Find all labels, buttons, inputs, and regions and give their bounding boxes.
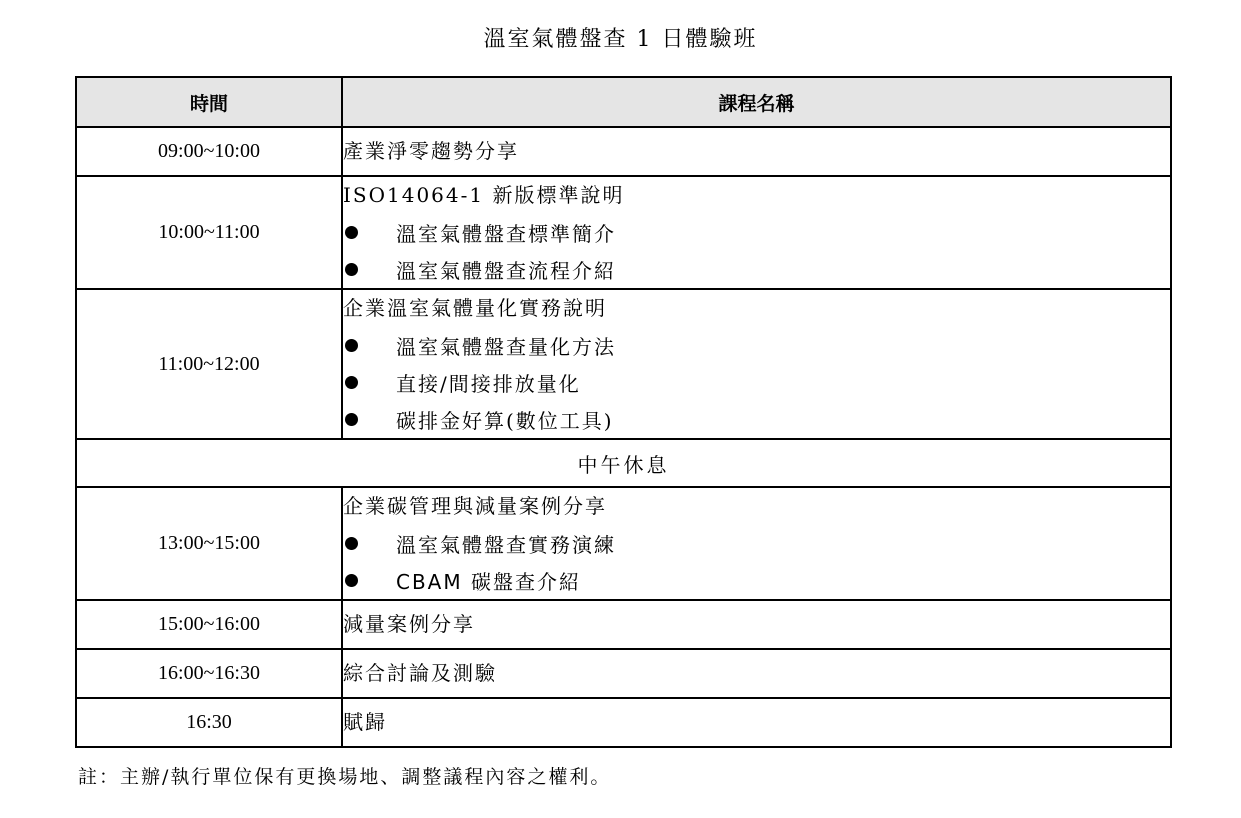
bullet-icon bbox=[345, 226, 358, 239]
course-cell bbox=[342, 176, 1171, 289]
course-cell bbox=[342, 698, 1171, 747]
table-row bbox=[76, 127, 1171, 176]
time-cell: 09:00~10:00 bbox=[76, 127, 342, 176]
time-cell: 16:30 bbox=[76, 698, 342, 747]
document-title: 溫室氣體盤查 1 日體驗班 bbox=[483, 27, 758, 52]
course-cell bbox=[342, 487, 1171, 600]
time-cell: 13:00~15:00 bbox=[76, 487, 342, 600]
lunch-break-cell: 中午休息 bbox=[76, 439, 1171, 487]
bullet-icon bbox=[345, 574, 358, 587]
list-item-text: 溫室氣體盤查流程介紹 bbox=[396, 259, 616, 283]
table-row bbox=[76, 600, 1171, 649]
course-heading: ISO14064-1 新版標準說明 bbox=[343, 183, 625, 207]
list-item-text: 直接/間接排放量化 bbox=[396, 372, 581, 396]
footnote: 註：主辦/執行單位保有更換場地、調整議程內容之權利。 bbox=[78, 766, 612, 788]
list-item bbox=[343, 214, 1170, 251]
lunch-break-row bbox=[76, 439, 1171, 487]
course-heading: 減量案例分享 bbox=[343, 612, 475, 636]
course-heading: 賦歸 bbox=[343, 710, 387, 734]
list-item bbox=[343, 525, 1170, 562]
list-item bbox=[343, 401, 1170, 438]
header-course: 課程名稱 bbox=[342, 77, 1171, 127]
table-row bbox=[76, 487, 1171, 600]
list-item bbox=[343, 251, 1170, 288]
time-cell: 15:00~16:00 bbox=[76, 600, 342, 649]
list-item-text: 溫室氣體盤查量化方法 bbox=[396, 335, 616, 359]
table-header-row bbox=[76, 77, 1171, 127]
table-row bbox=[76, 176, 1171, 289]
course-heading: 企業碳管理與減量案例分享 bbox=[343, 494, 607, 518]
bullet-icon bbox=[345, 263, 358, 276]
table-row bbox=[76, 649, 1171, 698]
course-cell bbox=[342, 600, 1171, 649]
table-row bbox=[76, 289, 1171, 439]
table-row bbox=[76, 698, 1171, 747]
time-cell: 11:00~12:00 bbox=[76, 289, 342, 439]
course-heading: 企業溫室氣體量化實務說明 bbox=[343, 296, 607, 320]
bullet-icon bbox=[345, 413, 358, 426]
bullet-icon bbox=[345, 376, 358, 389]
course-heading: 綜合討論及測驗 bbox=[343, 661, 497, 685]
header-time: 時間 bbox=[76, 77, 342, 127]
list-item-text: 溫室氣體盤查標準簡介 bbox=[396, 222, 616, 246]
course-cell bbox=[342, 289, 1171, 439]
schedule-table bbox=[75, 76, 1172, 748]
time-cell: 16:00~16:30 bbox=[76, 649, 342, 698]
time-cell: 10:00~11:00 bbox=[76, 176, 342, 289]
course-cell bbox=[342, 649, 1171, 698]
list-item-text: CBAM 碳盤查介紹 bbox=[396, 570, 581, 594]
bullet-icon bbox=[345, 339, 358, 352]
list-item-text: 碳排金好算(數位工具) bbox=[396, 409, 614, 433]
list-item-text: 溫室氣體盤查實務演練 bbox=[396, 533, 616, 557]
list-item bbox=[343, 562, 1170, 599]
list-item bbox=[343, 364, 1170, 401]
course-cell bbox=[342, 127, 1171, 176]
bullet-icon bbox=[345, 537, 358, 550]
course-heading: 產業淨零趨勢分享 bbox=[343, 139, 519, 163]
list-item bbox=[343, 327, 1170, 364]
